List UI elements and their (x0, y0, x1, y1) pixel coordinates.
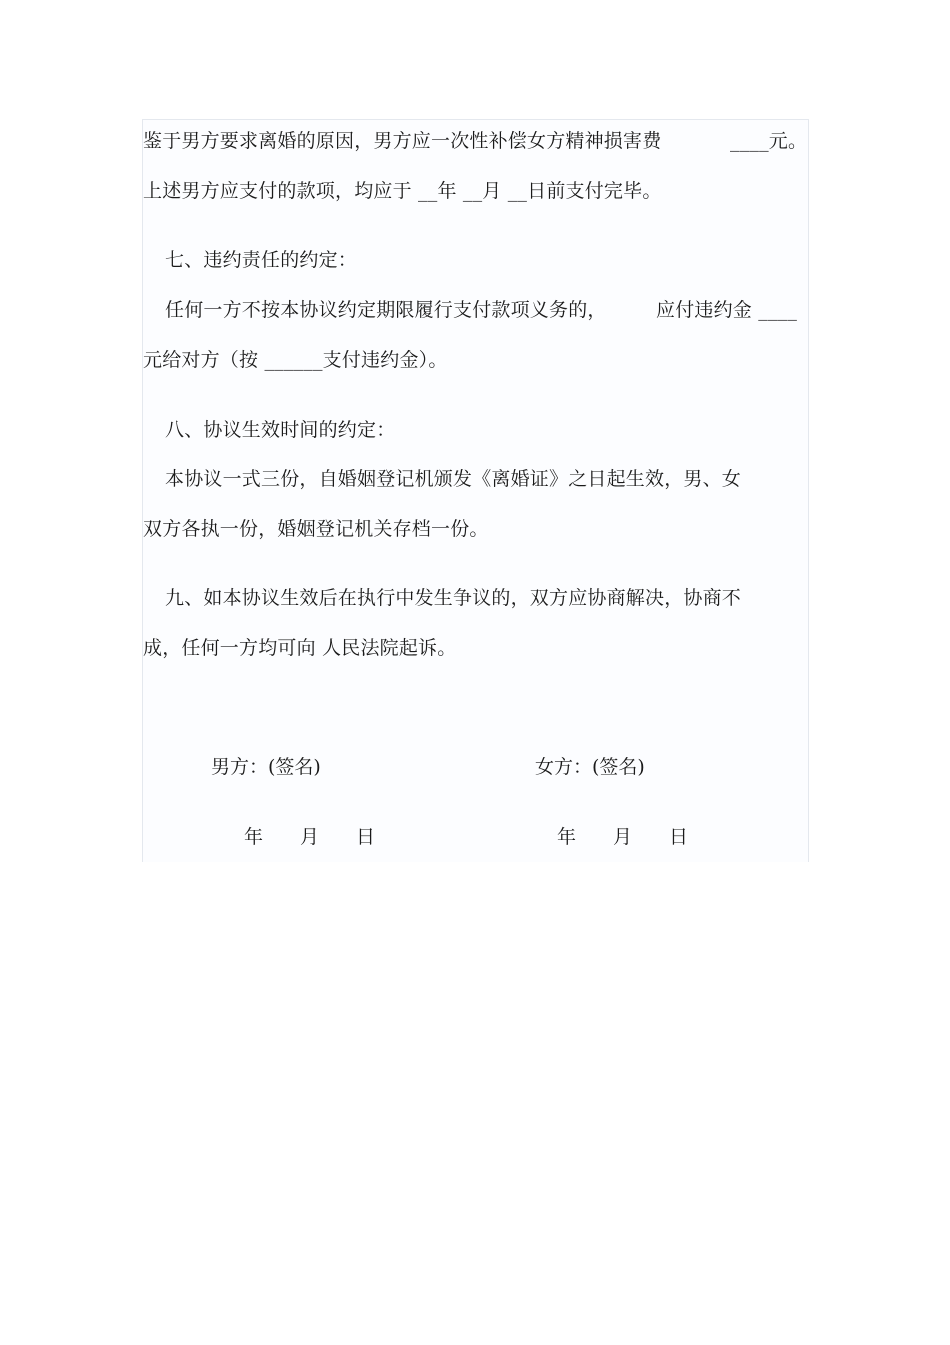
compensation-amount-blank: ____元。 (730, 130, 808, 152)
section8-text-line1: 本协议一式三份，自婚姻登记机颁发《离婚证》之日起生效，男、女 (165, 468, 742, 490)
section7-title: 七、违约责任的约定： (165, 249, 358, 271)
male-date-year: 年 (244, 826, 264, 848)
section8-text-line2: 双方各执一份，婚姻登记机关存档一份。 (143, 518, 489, 540)
section9-text-line1: 九、如本协议生效后在执行中发生争议的，双方应协商解决，协商不 (165, 587, 742, 609)
section7-text-line2: 元给对方（按 ______支付违约金）。 (143, 349, 448, 371)
female-date-year: 年 (557, 826, 577, 848)
female-signature-label: 女方：(签名) (535, 756, 645, 778)
payment-deadline-text: 上述男方应支付的款项，均应于 __年 __月 __日前支付完毕。 (143, 180, 662, 202)
female-date-day: 日 (669, 826, 689, 848)
male-signature-label: 男方：(签名) (211, 756, 321, 778)
male-date-day: 日 (356, 826, 376, 848)
section7-text-part1: 任何一方不按本协议约定期限履行支付款项义务的， (165, 299, 607, 321)
section7-text-part2: 应付违约金 ____ (656, 299, 798, 321)
section9-text-line2: 成，任何一方均可向 人民法院起诉。 (143, 637, 457, 659)
section8-title: 八、协议生效时间的约定： (165, 419, 396, 441)
compensation-text: 鉴于男方要求离婚的原因，男方应一次性补偿女方精神损害费 (143, 130, 662, 152)
female-date-month: 月 (613, 826, 633, 848)
male-date-month: 月 (300, 826, 320, 848)
